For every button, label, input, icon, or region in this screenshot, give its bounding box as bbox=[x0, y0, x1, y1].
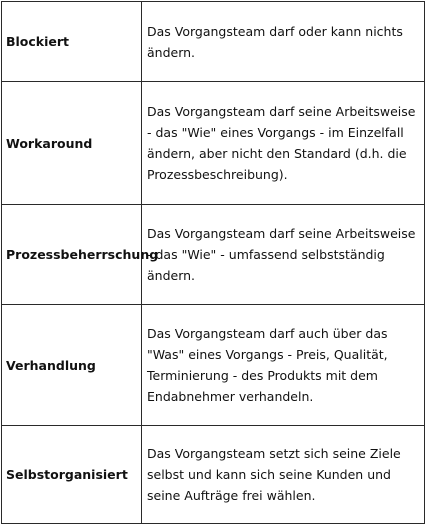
table-row bbox=[2, 426, 424, 523]
level-description-prozessbeherrschung: Das Vorgangsteam darf seine Arbeitsweise - das "Wie" - umfassend selbstständig ändern. bbox=[147, 226, 416, 283]
level-term-prozessbeherrschung: Prozessbeherrschung bbox=[2, 205, 142, 304]
level-description-verhandlung: Das Vorgangsteam darf auch über das "Was" eines Vorgangs - Preis, Qualität, Terminierung - des Produkts mit dem Endabnehmer verhandeln. bbox=[147, 326, 388, 404]
table-row bbox=[2, 2, 424, 82]
table-row bbox=[2, 305, 424, 426]
level-term-selbstorganisiert: Selbstorganisiert bbox=[2, 426, 142, 523]
level-term-workaround: Workaround bbox=[2, 82, 142, 204]
autonomy-levels-table bbox=[1, 1, 425, 524]
level-term-verhandlung: Verhandlung bbox=[2, 305, 142, 425]
level-description-blockiert: Das Vorgangsteam darf oder kann nichts ändern. bbox=[147, 23, 403, 60]
table-row bbox=[2, 205, 424, 305]
level-term-blockiert: Blockiert bbox=[2, 2, 142, 81]
table-row bbox=[2, 82, 424, 205]
level-description-workaround: Das Vorgangsteam darf seine Arbeitsweise - das "Wie" eines Vorgangs - im Einzelfall ändern, aber nicht den Standard (d.h. die Prozessbeschreibung). bbox=[147, 104, 416, 182]
level-description-selbstorganisiert: Das Vorgangsteam setzt sich seine Ziele selbst und kann sich seine Kunden und seine Aufträge frei wählen. bbox=[147, 446, 401, 503]
